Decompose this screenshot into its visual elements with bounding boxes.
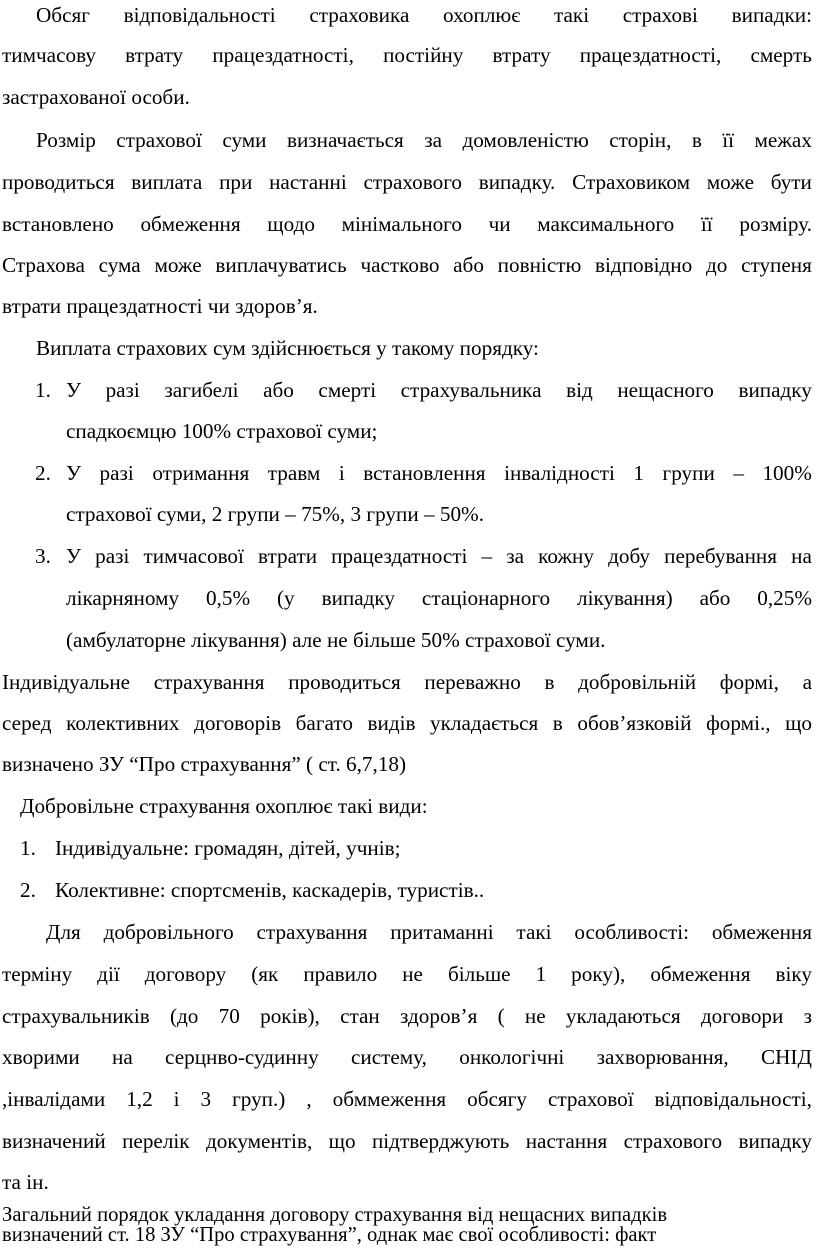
list-number: 1. <box>20 836 36 860</box>
paragraph-line: встановлено обмеження щодо мінімального чи максимального її розміру. <box>2 212 812 236</box>
paragraph-line: та ін. <box>2 1170 49 1194</box>
paragraph-line: тимчасову втрату працездатності, постійну втрату працездатності, смерть <box>2 43 812 67</box>
paragraph-line: визначений перелік документів, що підтверджують настання страхового випадку <box>2 1129 812 1153</box>
paragraph-line: втрати працездатності чи здоров’я. <box>2 294 318 318</box>
paragraph-line: ,інвалідами 1,2 і 3 груп.) , обммеження обсягу страхової відповідальності, <box>2 1087 812 1111</box>
paragraph-line: визначений ст. 18 ЗУ “Про страхування”, однак має свої особливості: факт <box>2 1224 657 1246</box>
paragraph-line: Виплата страхових сум здійснюється у такому порядку: <box>36 336 539 360</box>
list-item-line: У разі загибелі або смерті страхувальника від нещасного випадку <box>66 378 812 402</box>
list-item-line: (амбулаторне лікування) але не більше 50% страхової суми. <box>66 628 606 652</box>
list-number: 2. <box>20 878 36 902</box>
paragraph-line: Індивідуальне страхування проводиться переважно в добровільній формі, а <box>2 670 812 694</box>
list-item-line: Індивідуальне: громадян, дітей, учнів; <box>55 836 401 860</box>
list-item-line: У разі отримання травм і встановлення інвалідності 1 групи – 100% <box>66 461 812 485</box>
paragraph-line: Обсяг відповідальності страховика охоплює такі страхові випадки: <box>36 3 812 27</box>
list-item-line: спадкоємцю 100% страхової суми; <box>66 419 378 443</box>
paragraph-line: страхувальників (до 70 років), стан здоров’я ( не укладаються договори з <box>2 1004 812 1028</box>
paragraph-line: проводиться виплата при настанні страхового випадку. Страховиком може бути <box>2 170 812 194</box>
paragraph-line: Страхова сума може виплачуватись частково або повністю відповідно до ступеня <box>2 253 812 277</box>
paragraph-line: серед колективних договорів багато видів укладається в обов’язковій формі., що <box>2 711 812 735</box>
paragraph-line: застрахованої особи. <box>2 85 190 109</box>
paragraph-line: Добровільне страхування охоплює такі види: <box>20 794 428 818</box>
list-item-line: страхової суми, 2 групи – 75%, 3 групи – 50%. <box>66 502 484 526</box>
list-item-line: У разі тимчасової втрати працездатності – за кожну добу перебування на <box>66 544 812 568</box>
list-item-line: Колективне: спортсменів, каскадерів, туристів.. <box>55 878 485 902</box>
paragraph-line: Розмір страхової суми визначається за домовленістю сторін, в її межах <box>36 128 812 152</box>
paragraph-line: хворими на серцнво-судинну систему, онкологічні захворювання, СНІД <box>2 1045 812 1069</box>
paragraph-line: визначено ЗУ “Про страхування” ( ст. 6,7,18) <box>2 752 407 776</box>
paragraph-line: Загальний порядок укладання договору страхування від нещасних випадків <box>2 1204 668 1226</box>
list-number: 3. <box>35 544 51 568</box>
list-number: 2. <box>35 461 51 485</box>
paragraph-line: терміну дії договору (як правило не більше 1 року), обмеження віку <box>2 962 812 986</box>
list-item-line: лікарняному 0,5% (у випадку стаціонарного лікування) або 0,25% <box>66 586 812 610</box>
list-number: 1. <box>35 378 51 402</box>
paragraph-line: Для добровільного страхування притаманні такі особливості: обмеження <box>46 920 812 944</box>
